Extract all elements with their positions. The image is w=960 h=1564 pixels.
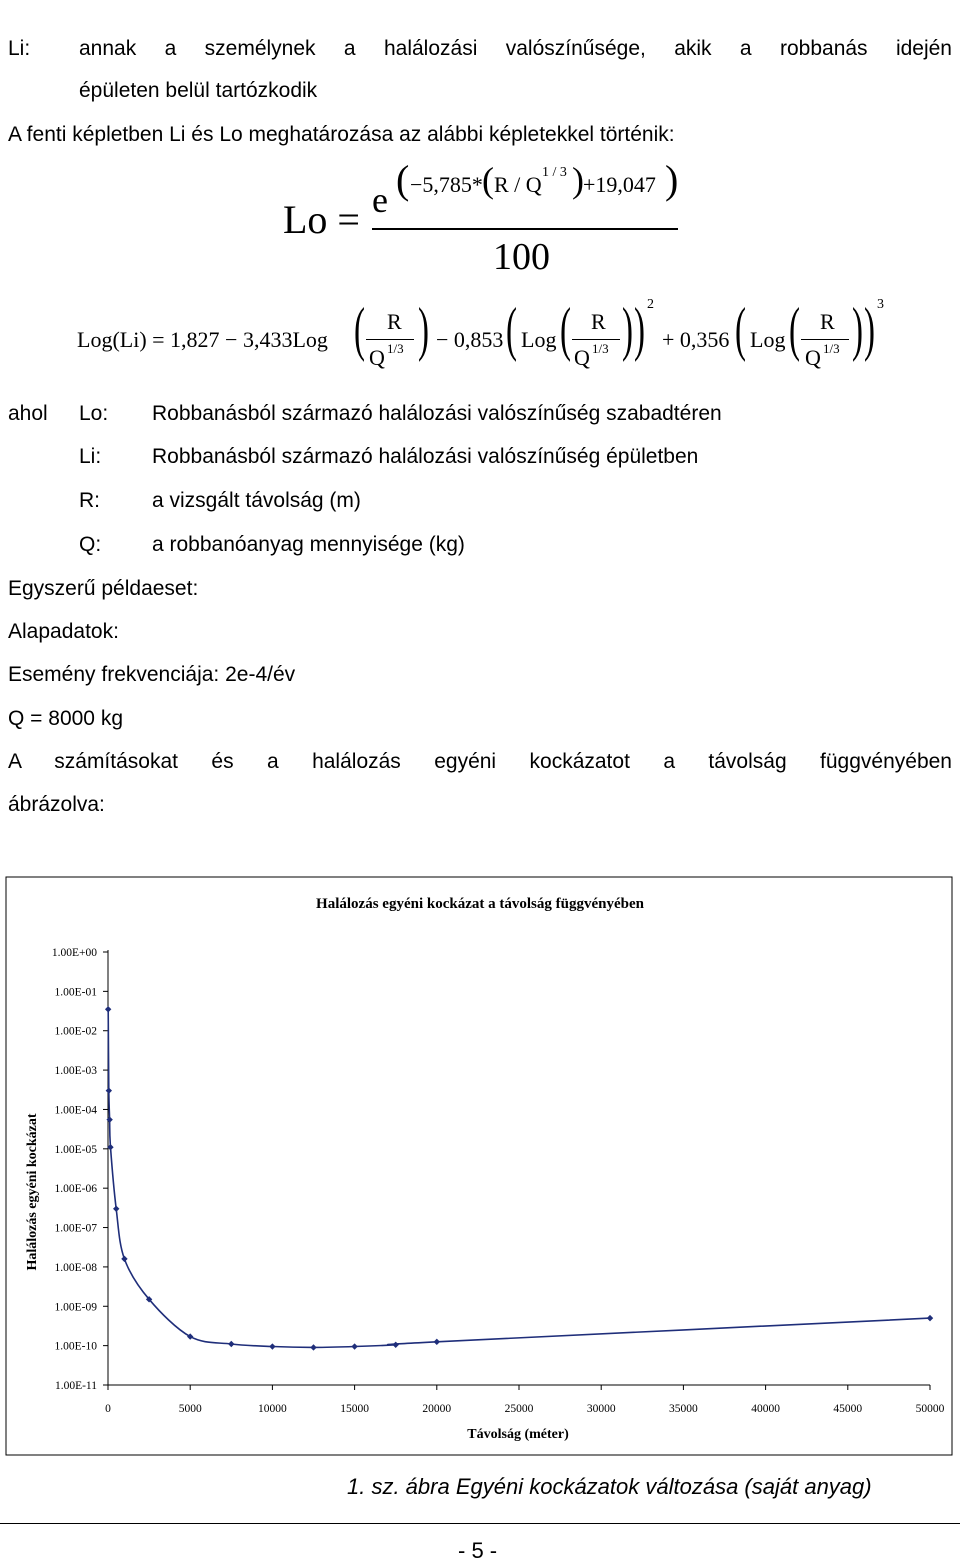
x-tick-label: 10000 [258, 1403, 287, 1415]
li-t3-den-power: 1/3 [823, 341, 840, 356]
definition-desc-q: a robbanóanyag mennyisége (kg) [152, 533, 465, 556]
y-tick-label: 1.00E-04 [54, 1104, 97, 1117]
example-calc-line2: ábrázolva: [8, 793, 105, 816]
formula-intro: A fenti képletben Li és Lo meghatározása az alábbi képletekkel történik: [8, 123, 675, 146]
example-heading: Egyszerű példaeset: [8, 577, 199, 600]
lo-exp-close-paren: ) [665, 157, 679, 202]
li-t2-numerator: R [591, 309, 606, 334]
li-t2-coefficient: − 0,853 [436, 327, 504, 352]
definition-desc-r: a vizsgált távolság (m) [152, 489, 361, 512]
li-t2-inner-open: ( [560, 296, 571, 362]
lo-formula-lhs: Lo = [283, 197, 360, 242]
x-tick-label: 5000 [178, 1403, 202, 1415]
y-tick-label: 1.00E-08 [54, 1261, 97, 1274]
li-t3-coefficient: + 0,356 [662, 327, 730, 352]
li-t1-numerator: R [387, 309, 402, 334]
x-tick-label: 50000 [915, 1403, 945, 1415]
lo-formula-base: e [372, 180, 388, 220]
y-tick-label: 1.00E-11 [54, 1380, 97, 1392]
y-tick-label: 1.00E-09 [54, 1301, 97, 1314]
li-t2-inner-close: ) [622, 296, 633, 362]
lo-denominator: 100 [493, 236, 550, 278]
li-t1-close-paren: ) [418, 296, 429, 362]
li-t1-open-paren: ( [354, 296, 365, 362]
lo-exp-power: 1 / 3 [542, 165, 567, 180]
definitions-ahol: ahol [8, 402, 48, 425]
li-t3-inner-open: ( [789, 296, 800, 362]
y-tick-label: 1.00E-03 [54, 1065, 97, 1078]
li-t1-den-power: 1/3 [387, 341, 404, 356]
li-formula-lhs: Log(Li) = 1,827 − 3,433Log [77, 327, 328, 352]
lo-fraction-bar [372, 228, 678, 230]
y-tick-label: 1.00E-01 [54, 986, 97, 999]
lo-exp-inner-open: ( [482, 160, 494, 200]
li-t3-fraction-bar [801, 339, 849, 340]
li-t2-outer-close: ) [634, 296, 645, 362]
li-description-line1: annak a személynek a halálozási valószínűsége, akik a robbanás idején [79, 37, 952, 60]
li-description-line2: épületen belül tartózkodik [79, 79, 318, 102]
definition-term-q: Q: [79, 533, 102, 556]
definition-desc-lo: Robbanásból származó halálozási valószínűség szabadtéren [152, 402, 722, 425]
li-t3-outer-open: ( [735, 296, 746, 362]
li-t3-outer-close: ) [864, 296, 875, 362]
lo-exp-inner-close: ) [572, 160, 584, 200]
lo-exp-coefficient: −5,785* [410, 172, 483, 197]
x-tick-label: 15000 [340, 1403, 369, 1415]
definition-term-r: R: [79, 489, 100, 512]
footer-rule [0, 1523, 960, 1524]
chart-border [6, 877, 952, 1455]
x-tick-label: 40000 [751, 1403, 780, 1415]
example-base-data: Alapadatok: [8, 620, 119, 643]
li-t3-denominator: Q [805, 345, 821, 370]
li-t3-power: 3 [877, 297, 884, 312]
y-tick-label: 1.00E-10 [54, 1340, 97, 1353]
lo-exp-inner: R / Q [494, 172, 542, 197]
definition-term-li: Li: [79, 445, 102, 468]
lo-exp-open-paren: ( [396, 157, 410, 202]
y-tick-label: 1.00E+00 [51, 947, 97, 959]
y-tick-label: 1.00E-05 [54, 1143, 97, 1156]
li-t2-outer-open: ( [506, 296, 517, 362]
li-term: Li: [8, 37, 31, 60]
chart-xlabel: Távolság (méter) [467, 1427, 569, 1442]
li-t3-inner-close: ) [852, 296, 863, 362]
li-t2-den-power: 1/3 [592, 341, 609, 356]
lo-exp-tail: +19,047 [583, 172, 656, 197]
li-t3-numerator: R [820, 309, 835, 334]
x-tick-label: 45000 [833, 1403, 863, 1415]
example-calc-line1: A számításokat és a halálozás egyéni kockázatot a távolság függvényében [8, 750, 952, 773]
chart-ylabel: Halálozás egyéni kockázat [25, 1113, 40, 1271]
li-t1-denominator: Q [369, 345, 385, 370]
chart-title: Halálozás egyéni kockázat a távolság függvényében [316, 896, 644, 912]
example-q-value: Q = 8000 kg [8, 707, 123, 730]
x-tick-label: 20000 [422, 1403, 452, 1415]
li-t2-power: 2 [647, 297, 654, 312]
y-tick-label: 1.00E-02 [54, 1025, 97, 1038]
y-tick-label: 1.00E-06 [54, 1183, 97, 1196]
page-number: - 5 - [458, 1538, 498, 1563]
x-tick-label: 30000 [586, 1403, 616, 1415]
li-t2-log: Log [521, 327, 557, 352]
li-t2-fraction-bar [572, 339, 620, 340]
x-tick-label: 0 [105, 1403, 111, 1415]
definition-term-lo: Lo: [79, 402, 109, 425]
li-t3-log: Log [750, 327, 786, 352]
li-t2-denominator: Q [574, 345, 590, 370]
risk-chart [0, 870, 960, 1460]
example-frequency: Esemény frekvenciája: 2e-4/év [8, 663, 296, 686]
figure-caption: 1. sz. ábra Egyéni kockázatok változása (saját anyag) [347, 1474, 872, 1499]
x-tick-label: 25000 [504, 1403, 534, 1415]
li-t1-fraction-bar [366, 339, 414, 340]
y-tick-label: 1.00E-07 [54, 1222, 97, 1235]
definition-desc-li: Robbanásból származó halálozási valószínűség épületben [152, 445, 699, 468]
x-tick-label: 35000 [669, 1403, 698, 1415]
